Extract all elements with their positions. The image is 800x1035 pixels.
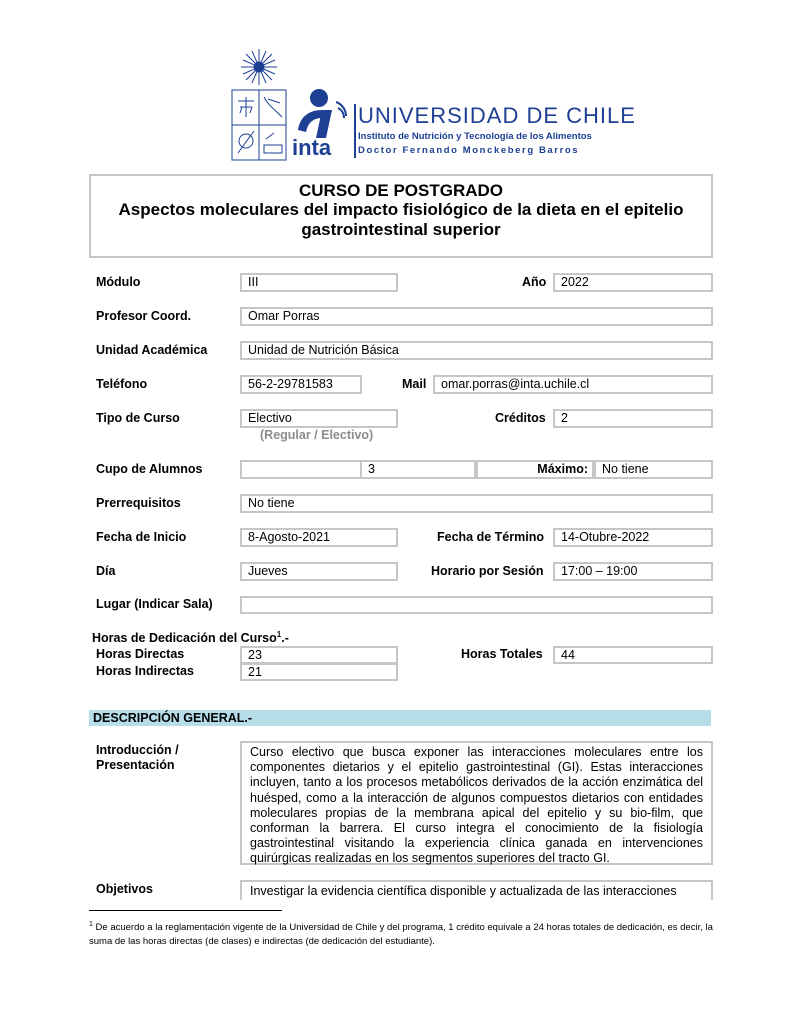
mail-field: omar.porras@inta.uchile.cl: [433, 375, 713, 394]
unidad-field: Unidad de Nutrición Básica: [240, 341, 713, 360]
horas-indirectas-label: Horas Indirectas: [96, 664, 194, 678]
footnote-marker: 1: [89, 921, 93, 928]
horas-totales-field: 44: [553, 646, 713, 664]
institute-subtitle: Doctor Fernando Monckeberg Barros: [358, 145, 580, 156]
creditos-field: 2: [553, 409, 713, 428]
footnote-text: De acuerdo a la reglamentación vigente de la Universidad de Chile y del programa, 1 crédito equivale a 24 horas totales de dedicación, es decir, la suma de las horas directas (de clases) e indirectas (de dedicación del estudiante).: [89, 922, 713, 948]
horario-field: 17:00 – 19:00: [553, 562, 713, 581]
minimo-field: 3: [360, 460, 476, 479]
horario-label: Horario por Sesión: [431, 564, 544, 578]
course-title-line2: gastrointestinal superior: [301, 220, 501, 239]
fecha-termino-label: Fecha de Término: [437, 530, 544, 544]
telefono-field: 56-2-29781583: [240, 375, 362, 394]
horas-dedicacion-text: Horas de Dedicación del Curso: [92, 631, 277, 646]
horas-directas-field: 23: [240, 646, 398, 664]
modulo-field: III: [240, 273, 398, 292]
intro-label-1: Introducción /: [96, 743, 179, 757]
dia-label: Día: [96, 564, 116, 578]
inta-logo-text: inta: [292, 135, 332, 160]
intro-label-2: Presentación: [96, 758, 175, 772]
horas-dedicacion-suffix: .-: [281, 631, 289, 646]
anio-field: 2022: [553, 273, 713, 292]
fecha-inicio-label: Fecha de Inicio: [96, 530, 187, 544]
section-descripcion-general: DESCRIPCIÓN GENERAL.-: [89, 710, 711, 726]
fecha-inicio-field: 8-Agosto-2021: [240, 528, 398, 547]
tipo-field: Electivo: [240, 409, 398, 428]
cupo-label: Cupo de Alumnos: [96, 462, 203, 476]
header-divider: [354, 104, 356, 158]
creditos-label: Créditos: [495, 411, 546, 425]
maximo-label: Máximo:: [537, 462, 588, 476]
tipo-hint: (Regular / Electivo): [260, 428, 374, 442]
profesor-label: Profesor Coord.: [96, 309, 192, 323]
dia-field: Jueves: [240, 562, 398, 581]
course-title-line1: Aspectos moleculares del impacto fisiológico de la dieta en el epitelio: [118, 200, 684, 219]
profesor-field: Omar Porras: [240, 307, 713, 326]
mail-label: Mail: [402, 377, 427, 391]
objetivos-label: Objetivos: [96, 882, 153, 896]
intro-text: Curso electivo que busca exponer las interacciones moleculares entre los componentes dietarios y el epitelio gastrointestinal (GI). Estas interacciones incluyen, tanto a los procesos metabólicos derivados de la acción enzimática del huésped, como a la interacción de algunos compuestos dietarios con entidades moleculares propias de la membrana apical del epitelio y su bio-film, que conforman la barrera. El curso integra el conocimiento de la fisiología gastrointestinal visitando la experiencia clínica ganada en intervenciones quirúrgicas realizadas en los segmentos superiores del tracto GI.: [240, 741, 713, 865]
prerreq-label: Prerrequisitos: [96, 496, 181, 510]
horas-directas-label: Horas Directas: [96, 647, 185, 661]
footnote-separator: [89, 910, 282, 911]
telefono-label: Teléfono: [96, 377, 148, 391]
objetivos-text: Investigar la evidencia científica disponible y actualizada de las interacciones: [240, 880, 713, 900]
footnote: [89, 918, 719, 949]
institute-name: Instituto de Nutrición y Tecnología de los Alimentos: [358, 131, 592, 142]
fecha-termino-field: 14-Otubre-2022: [553, 528, 713, 547]
course-title-box: [89, 174, 713, 258]
footnote-ref: 1: [276, 630, 282, 639]
horas-totales-label: Horas Totales: [461, 647, 543, 661]
tipo-label: Tipo de Curso: [96, 411, 180, 425]
maximo-field: No tiene: [594, 460, 713, 479]
unidad-label: Unidad Académica: [96, 343, 208, 357]
prerreq-field: No tiene: [240, 494, 713, 513]
lugar-label: Lugar (Indicar Sala): [96, 597, 213, 611]
course-type-title: CURSO DE POSTGRADO: [298, 181, 504, 200]
horas-dedicacion-heading: [92, 630, 289, 645]
maximo-cell: [476, 460, 594, 479]
modulo-label: Módulo: [96, 275, 141, 289]
university-seal-icon: [228, 45, 290, 163]
horas-indirectas-field: 21: [240, 663, 398, 681]
anio-label: Año: [522, 275, 547, 289]
university-name: UNIVERSIDAD DE CHILE: [358, 103, 636, 128]
lugar-field: [240, 596, 713, 614]
